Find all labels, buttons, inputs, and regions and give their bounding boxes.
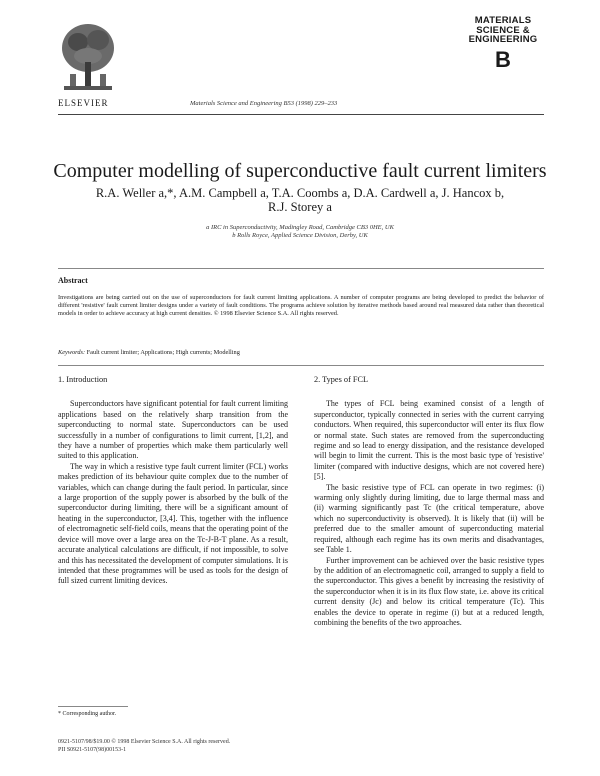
abstract-text: Investigations are being carried out on the use of superconductors for fault current limiting applications. A number of computer programs are being developed to predict the behavior of different 'resistive' fault current limiter designs under a variety of fault conditions. The programs achieve solution by iterative methods based around real measured data rather than theoretical models in order to achieve accuracy at high current densities. © 1998 Elsevier Science S.A. All rights reserved. [58,294,544,317]
issn-line: 0921-5107/98/$19.00 © 1998 Elsevier Science S.A. All rights reserved. [58,739,231,745]
keywords-label: Keywords: [58,349,86,356]
journal-reference: Materials Science and Engineering B53 (1998) 229–233 [190,100,338,107]
section-heading-types-of-fcl: 2. Types of FCL [314,375,369,384]
header-divider [58,114,544,115]
journal-logo [462,16,544,73]
author-list [40,186,560,214]
right-column [314,375,544,628]
abstract-heading: Abstract [58,276,88,285]
pii-line: PII S0921-5107(98)00153-1 [58,747,127,753]
abstract-divider-bottom [58,365,544,366]
affiliation-a: a IRC in Superconductivity, Madingley Road, Cambridge CB3 0HE, UK [206,224,394,231]
elsevier-tree-logo-icon [58,18,118,102]
journal-logo-line: MATERIALS [474,15,532,26]
publisher-name: ELSEVIER [58,98,109,108]
paragraph: The way in which a resistive type fault current limiter (FCL) works makes prediction of its behaviour quite complex due to the number of variables, which can change during the fault period. In particular, since a large proportion of the supply power is absorbed by the bulk of the superconductor during limiting, there will be a significant amount of heating in the superconductor, [3,4]. This, together with the influence of electromagnetic self-field coils, means that the operating point of the device will move over a large area on the Tc-J-B-T plane. As a result, accurate analytical calculations are difficult, if not impossible, to solve and this has necessitated the development of computer simulations. It is intended that these programmes will be used as tools for the design of full sized current limiting devices. [58,461,288,586]
paragraph: The basic resistive type of FCL can operate in two regimes: (i) warming only slightly during limiting, due to large thermal mass and (ii) warming significantly past Tc (the critical temperature, above which no superconductivity is observed). It is likely that (ii) will be preferred due to the smaller amount of superconducting material required, although each regime has its own merits and disadvantages, see Table 1. [314,482,544,555]
keywords [58,349,544,356]
paragraph: Further improvement can be achieved over the basic resistive types by the addition of an electromagnetic coil, arranged to supply a field to the superconductor. This gives a benefit by increasing the resistivity of the superconductor when it is in its flux flow state, i.e. above its critical current density (Jc) and below its critical temperature (Tc). This enables the device to operate in regime (i) but at a reduced length, combining the benefits of the two approaches. [314,555,544,627]
affiliation-b: b Rolls Royce, Applied Science Division, Derby, UK [232,232,368,239]
left-column [58,375,288,587]
journal-logo-letter: B [495,46,511,72]
journal-logo-line: SCIENCE & [476,24,530,36]
paragraph: Superconductors have significant potential for fault current limiting applications based on the relatively sharp transition from the superconducting to normal state. Superconductors can be used successfully in a number of configurations to limit current, [1,2], and they have a number of properties which make them particularly well suited to this application. [58,399,288,461]
keywords-text: Fault current limiter; Applications; High currents; Modelling [86,349,240,356]
footnote: * Corresponding author. [58,711,117,717]
copyright-issn [58,738,230,754]
footnote-divider [58,706,128,707]
section-heading-introduction: 1. Introduction [58,375,108,384]
journal-logo-line: ENGINEERING [468,34,538,45]
paragraph: The types of FCL being examined consist of a length of superconductor, typically connected in series with the current carrying conductors. When required, this superconductor will enter its flux flow or normal state. Such states are removed from the superconducting regime and so lead to energy dissipation, and the resistance developed will begin to limit the current. This is the most basic type of 'resistive' limiter (compared with inductive designs, which are not covered here) [5]. [314,399,544,482]
article-title: Computer modelling of superconductive fault current limiters [53,160,547,182]
affiliations [40,224,560,240]
authors-line-1: R.A. Weller a,*, A.M. Campbell a, T.A. Coombs a, D.A. Cardwell a, J. Hancox b, [95,186,505,200]
abstract-divider-top [58,268,544,269]
authors-line-2: R.J. Storey a [268,200,332,214]
